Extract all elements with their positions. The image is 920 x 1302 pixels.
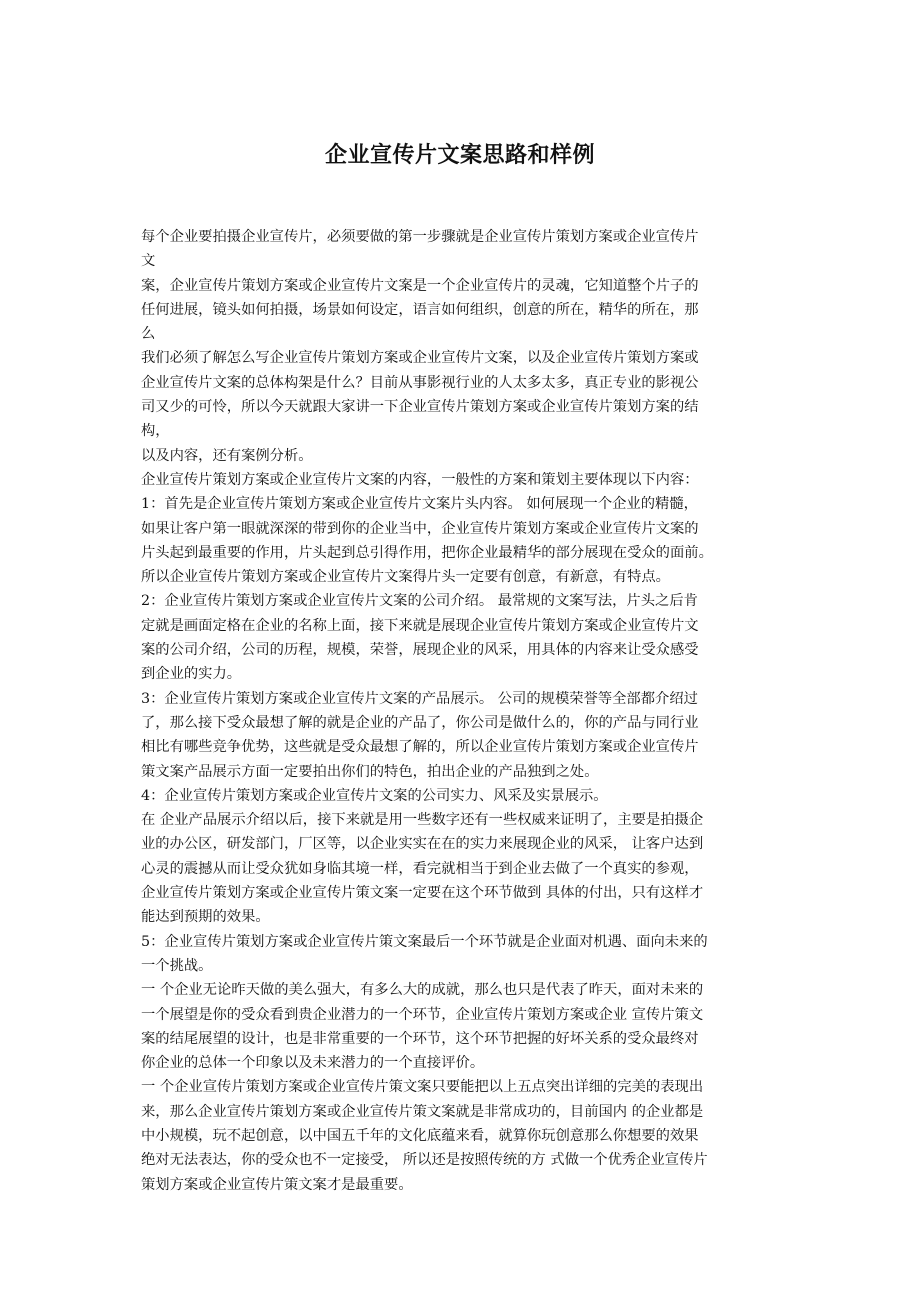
text-line: 案的结尾展望的设计，也是非常重要的一个环节，这个环节把握的好坏关系的受众最终对 xyxy=(141,1030,699,1047)
text-line: 策文案产品展示方面一定要拍出你们的特色，拍出企业的产品独到之处。 xyxy=(141,763,599,780)
text-line: 了，那么接下受众最想了解的就是企业的产品了，你公司是做什么的，你的产品与同行业 xyxy=(141,714,699,731)
text-line: 企业宣传片策划方案或企业宣传片策文案一定要在这个环节做到 具体的付出，只有这样才 xyxy=(141,885,704,902)
text-line: 能达到预期的效果。 xyxy=(141,909,270,926)
text-line: 策划方案或企业宣传片策文案才是最重要。 xyxy=(141,1176,413,1193)
document-title: 企业宣传片文案思路和样例 xyxy=(324,143,595,168)
text-line: 绝对无法表达，你的受众也不一定接受， 所以还是按照传统的方 式做一个优秀企业宣传片 xyxy=(141,1152,708,1169)
text-line: 一 个企业无论昨天做的美么强大，有多么大的成就，那么也只是代表了昨天，面对未来的 xyxy=(141,982,704,999)
text-line: 你企业的总体一个印象以及未来潜力的一个直接评价。 xyxy=(141,1055,485,1072)
text-line: 司又少的可怜，所以今天就跟大家讲一下企业宣传片策划方案或企业宣传片策划方案的结 xyxy=(141,399,699,416)
text-line: 中小规模，玩不起创意，以中国五千年的文化底蕴来看，就算你玩创意那么你想要的效果 xyxy=(141,1127,699,1144)
text-line: 企业宣传片文案的总体构架是什么？目前从事影视行业的人太多太多，真正专业的影视公 xyxy=(141,374,699,391)
text-line: 片头起到最重要的作用，片头起到总引得作用，把你企业最精华的部分展现在受众的面前。 xyxy=(141,544,713,561)
text-line: 案，企业宣传片策划方案或企业宣传片文案是一个企业宣传片的灵魂，它知道整个片子的 xyxy=(141,277,699,294)
text-line: 心灵的震撼从而让受众犹如身临其境一样，看完就相当于到企业去做了一个真实的参观， xyxy=(141,860,699,877)
text-line: 一 个企业宣传片策划方案或企业宣传片策文案只要能把以上五点突出详细的完美的表现出 xyxy=(141,1079,704,1096)
text-line: 文 xyxy=(141,253,156,270)
text-line: 每个企业要拍摄企业宣传片，必须要做的第一步骤就是企业宣传片策划方案或企业宣传片 xyxy=(141,229,699,245)
text-line: 定就是画面定格在企业的名称上面，接下来就是展现企业宣传片策划方案或企业宣传片文 xyxy=(141,617,699,634)
text-line: 任何进展，镜头如何拍摄，场景如何设定，语言如何组织，创意的所在，精华的所在，那 xyxy=(141,301,699,318)
document-body xyxy=(141,225,781,1197)
text-line: 到企业的实力。 xyxy=(141,666,242,683)
text-line: 么 xyxy=(141,326,156,343)
text-line: 如果让客户第一眼就深深的带到你的企业当中，企业宣传片策划方案或企业宣传片文案的 xyxy=(141,520,699,537)
text-line: 5：企业宣传片策划方案或企业宣传片策文案最后一个环节就是企业面对机遇、面向未来的 xyxy=(141,933,708,950)
text-line: 3：企业宣传片策划方案或企业宣传片文案的产品展示。 公司的规模荣誉等全部都介绍过 xyxy=(141,690,698,707)
text-line: 一个展望是你的受众看到贵企业潜力的一个环节，企业宣传片策划方案或企业 宣传片策文 xyxy=(141,1006,704,1023)
text-line: 业的办公区，研发部门，厂区等，以企业实实在在的实力来展现企业的风采， 让客户达到 xyxy=(141,836,704,853)
text-line: 构， xyxy=(141,423,170,440)
text-line: 4：企业宣传片策划方案或企业宣传片文案的公司实力、风采及实景展示。 xyxy=(141,787,608,804)
text-line: 我们必须了解怎么写企业宣传片策划方案或企业宣传片文案，以及企业宣传片策划方案或 xyxy=(141,350,699,367)
text-line: 在 企业产品展示介绍以后，接下来就是用一些数字还有一些权威来证明了，主要是拍摄企 xyxy=(141,812,704,829)
text-line: 2：企业宣传片策划方案或企业宣传片文案的公司介绍。 最常规的文案写法，片头之后肯 xyxy=(141,593,698,610)
text-line: 1：首先是企业宣传片策划方案或企业宣传片文案片头内容。 如何展现一个企业的精髓， xyxy=(141,496,698,513)
text-line: 一个挑战。 xyxy=(141,957,213,974)
text-line: 企业宣传片策划方案或企业宣传片文案的内容，一般性的方案和策划主要体现以下内容： xyxy=(141,471,699,488)
text-line: 以及内容，还有案例分析。 xyxy=(141,447,313,464)
text-line: 案的公司介绍，公司的历程，规模，荣誉，展现企业的风采，用具体的内容来让受众感受 xyxy=(141,642,699,659)
text-line: 相比有哪些竞争优势，这些就是受众最想了解的，所以企业宣传片策划方案或企业宣传片 xyxy=(141,739,699,756)
text-line: 来，那么企业宣传片策划方案或企业宣传片策文案就是非常成功的，目前国内 的企业都是 xyxy=(141,1103,704,1120)
text-line: 所以企业宣传片策划方案或企业宣传片文案得片头一定要有创意，有新意，有特点。 xyxy=(141,569,670,586)
